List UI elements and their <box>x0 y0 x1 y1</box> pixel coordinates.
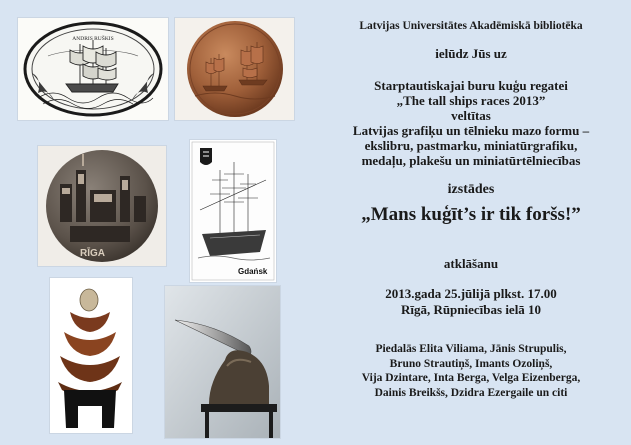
participants-line: Dainis Breikšs, Dzidra Ezergaile un citi <box>374 386 568 399</box>
event-line: „The tall ships races 2013” <box>396 93 546 108</box>
blade-sculpture-image <box>165 286 280 438</box>
exhibitions-label: izstādes <box>447 182 495 197</box>
invitation-text <box>318 20 624 400</box>
participants <box>318 342 624 400</box>
invites-line: ielūdz Jūs uz <box>435 46 507 61</box>
medal-inscription: RĪGA <box>80 248 105 259</box>
event-line: Starptautiskajai buru kuģu regatei <box>374 78 568 93</box>
event-line: Latvijas grafiķu un tēlnieku mazo formu – <box>352 123 590 138</box>
bookplate-inscription: ANDRIS RUŠKIS <box>72 36 114 42</box>
riga-medal-image <box>38 146 166 266</box>
event-line: medaļu, plakešu un miniatūrtēlniecības <box>361 153 581 168</box>
event-line: ekslibru, pastmarku, miniatūrgrafiku, <box>364 138 578 153</box>
bowls-sculpture-image <box>50 278 132 433</box>
date-location <box>318 286 624 318</box>
ship-bookplate-image <box>18 18 168 120</box>
event-line: veltītas <box>451 108 491 123</box>
location: Rīgā, Rūpniecības ielā 10 <box>400 302 542 317</box>
opening-label: atklāšanu <box>443 256 499 271</box>
card-inscription: Gdańsk <box>238 267 268 276</box>
participants-line: Vija Dzintare, Inta Berga, Velga Eizenberga, <box>361 372 581 384</box>
participants-line: Piedalās Elita Viliama, Jānis Strupulis, <box>375 343 567 355</box>
participants-line: Bruno Strautiņš, Imants Ozoliņš, <box>389 357 553 370</box>
exhibition-title: „Mans kuģīt’s ir tik foršs!” <box>361 204 581 225</box>
library-name: Latvijas Universitātes Akadēmiskā bibliotēka <box>359 20 583 32</box>
copper-medal-image <box>175 18 294 120</box>
date-time: 2013.gada 25.jūlijā plkst. 17.00 <box>385 286 557 301</box>
gdansk-ship-card-image <box>190 140 276 282</box>
event-description <box>318 78 624 168</box>
